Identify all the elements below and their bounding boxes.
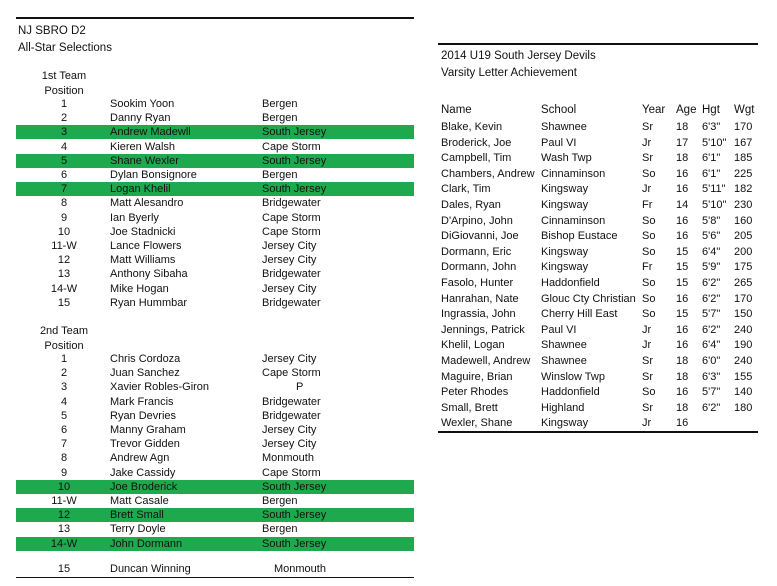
allstar-team: Jersey City: [262, 240, 317, 252]
allstar-name: Andrew Agn: [110, 452, 170, 465]
varsity-hgt-cell: 6'2": [702, 401, 721, 414]
col-name-header: Name: [441, 104, 472, 116]
varsity-wgt-cell: 140: [734, 386, 753, 399]
varsity-row: [440, 353, 758, 369]
second-team-position-label: Position: [44, 340, 84, 352]
allstar-row: [16, 537, 414, 551]
allstar-pos: 14-W: [50, 282, 78, 295]
allstar-pos: 14-W: [50, 537, 78, 550]
allstar-bottom-rule: [16, 577, 414, 578]
allstar-name: Trevor Gidden: [110, 438, 180, 451]
allstar-team: Bridgewater: [262, 409, 321, 422]
allstar-row: [16, 522, 414, 536]
col-year-header: Year: [642, 104, 666, 116]
varsity-name-cell: Hanrahan, Nate: [441, 292, 519, 305]
varsity-year-cell: So: [642, 277, 656, 289]
varsity-name-cell: DiGiovanni, Joe: [441, 230, 519, 243]
varsity-year-cell: Jr: [642, 183, 652, 196]
varsity-hgt-cell: 5'10": [702, 199, 727, 211]
varsity-name-cell: Wexler, Shane: [441, 417, 513, 430]
varsity-school-cell: Highland: [541, 401, 585, 414]
varsity-year-cell: Jr: [642, 417, 652, 430]
allstar-name: Xavier Robles-Giron: [110, 381, 210, 394]
allstar-team: Bergen: [262, 98, 298, 110]
allstar-row: [16, 211, 414, 225]
allstar-name: Ryan Devries: [110, 409, 177, 422]
varsity-name-cell: D'Arpino, John: [441, 214, 513, 227]
allstar-name: Terry Doyle: [110, 523, 166, 536]
allstar-team: Cape Storm: [262, 225, 321, 238]
allstar-pos: 9: [60, 466, 68, 479]
varsity-row: [440, 135, 758, 151]
varsity-school-cell: Winslow Twp: [541, 370, 605, 383]
allstar-row: [16, 239, 414, 253]
varsity-title: 2014 U19 South Jersey Devils: [441, 50, 596, 62]
varsity-wgt-cell: 170: [734, 121, 753, 133]
allstar-row: [16, 196, 414, 210]
varsity-hgt-cell: 6'2": [702, 277, 721, 289]
allstar-team: South Jersey: [262, 509, 327, 522]
first-team-label: 1st Team: [41, 70, 87, 82]
varsity-wgt-cell: 185: [734, 152, 753, 165]
allstar-team: Bergen: [262, 169, 298, 181]
varsity-school-cell: Kingsway: [541, 183, 589, 196]
allstar-row: [16, 282, 414, 296]
allstar-pos: 2: [60, 367, 68, 380]
allstar-team: Bridgewater: [262, 296, 321, 309]
varsity-wgt-cell: 182: [734, 183, 753, 196]
varsity-name-cell: Broderick, Joe: [441, 136, 512, 149]
allstar-name: Lance Flowers: [110, 240, 182, 252]
allstar-name: Joe Broderick: [110, 480, 178, 493]
allstar-row: [16, 409, 414, 423]
allstar-name: Shane Wexler: [110, 154, 179, 167]
varsity-age-cell: 18: [676, 355, 689, 367]
allstar-team: Bergen: [262, 523, 298, 536]
varsity-wgt-cell: 160: [734, 214, 753, 227]
allstar-row: [16, 366, 414, 380]
allstar-pos: 3: [60, 126, 68, 139]
varsity-wgt-cell: 180: [734, 401, 753, 414]
first-team-position-label: Position: [44, 85, 84, 97]
varsity-row: [440, 228, 758, 244]
varsity-age-cell: 17: [676, 136, 689, 149]
allstar-pos: 7: [60, 183, 68, 196]
varsity-wgt-cell: 170: [734, 292, 753, 305]
varsity-wgt-cell: 230: [734, 199, 753, 211]
varsity-year-cell: Sr: [642, 152, 653, 165]
allstar-pos: 8: [60, 197, 68, 210]
varsity-year-cell: So: [642, 308, 656, 321]
varsity-school-cell: Shawnee: [541, 339, 587, 352]
allstar-row: [16, 140, 414, 154]
varsity-school-cell: Kingsway: [541, 199, 589, 211]
varsity-wgt-cell: 175: [734, 261, 753, 274]
allstar-name: Jake Cassidy: [110, 466, 176, 479]
varsity-top-rule: [438, 43, 758, 45]
varsity-row: [440, 291, 758, 307]
varsity-hgt-cell: 5'11": [702, 183, 726, 196]
varsity-wgt-cell: 150: [734, 308, 753, 321]
allstar-row: [16, 480, 414, 494]
varsity-name-cell: Dales, Ryan: [441, 199, 501, 211]
allstar-pos: 15: [57, 296, 71, 309]
varsity-year-cell: Sr: [642, 121, 653, 133]
allstar-row: [16, 225, 414, 239]
varsity-hgt-cell: 5'7": [702, 308, 721, 321]
allstar-row: [16, 423, 414, 437]
varsity-year-cell: Jr: [642, 323, 652, 336]
allstar-name: Matt Alesandro: [110, 197, 184, 210]
allstar-row: [16, 154, 414, 168]
varsity-age-cell: 18: [676, 401, 689, 414]
allstar-pos: 1: [60, 353, 68, 365]
varsity-age-cell: 14: [676, 199, 689, 211]
varsity-hgt-cell: 6'2": [702, 292, 721, 305]
varsity-header-row: [440, 102, 758, 118]
varsity-age-cell: 16: [676, 230, 689, 243]
varsity-age-cell: 15: [676, 277, 689, 289]
varsity-name-cell: Peter Rhodes: [441, 386, 509, 399]
varsity-school-cell: Shawnee: [541, 355, 587, 367]
varsity-age-cell: 16: [676, 292, 689, 305]
varsity-row: [440, 384, 758, 400]
varsity-school-cell: Haddonfield: [541, 386, 600, 399]
allstar-team: P: [296, 381, 304, 394]
varsity-age-cell: 16: [676, 386, 689, 399]
allstar-pos: 4: [60, 140, 68, 153]
varsity-row: [440, 322, 758, 338]
allstar-team: Jersey City: [262, 254, 317, 267]
varsity-name-cell: Small, Brett: [441, 401, 498, 414]
varsity-name-cell: Madewell, Andrew: [441, 355, 531, 367]
allstar-team: Cape Storm: [262, 211, 321, 224]
allstar-name: Manny Graham: [110, 424, 186, 436]
varsity-row: [440, 259, 758, 275]
varsity-school-cell: Paul VI: [541, 323, 577, 336]
allstar-name: Duncan Winning: [110, 563, 191, 575]
col-wgt-header: Wgt: [734, 104, 755, 116]
varsity-school-cell: Kingsway: [541, 261, 589, 274]
varsity-year-cell: Sr: [642, 370, 653, 383]
varsity-year-cell: So: [642, 292, 656, 305]
varsity-year-cell: Sr: [642, 401, 653, 414]
varsity-year-cell: So: [642, 214, 656, 227]
allstar-name: Brett Small: [110, 509, 164, 522]
allstar-name: Mike Hogan: [110, 282, 169, 295]
varsity-year-cell: Jr: [642, 339, 652, 352]
allstar-name: Andrew Madewll: [110, 126, 191, 139]
allstar-top-rule: [16, 17, 414, 19]
varsity-name-cell: Maguire, Brian: [441, 370, 513, 383]
allstar-row: [16, 182, 414, 196]
varsity-hgt-cell: 6'1": [702, 152, 721, 165]
varsity-hgt-cell: 6'1": [702, 167, 721, 180]
allstar-team: Bridgewater: [262, 395, 321, 408]
varsity-bottom-rule: [438, 431, 758, 433]
varsity-row: [440, 166, 758, 182]
varsity-age-cell: 15: [676, 245, 689, 258]
varsity-row: [440, 306, 758, 322]
varsity-row: [440, 213, 758, 229]
allstar-pos: 3: [60, 381, 68, 394]
varsity-row: [440, 150, 758, 166]
allstar-pos: 2: [60, 112, 68, 125]
allstar-row: [16, 508, 414, 522]
varsity-row: [440, 181, 758, 197]
allstar-pos: 15: [57, 563, 71, 575]
varsity-row: [440, 415, 758, 431]
varsity-hgt-cell: 5'10": [702, 136, 727, 149]
varsity-age-cell: 16: [676, 183, 689, 196]
varsity-name-cell: Dormann, John: [441, 261, 517, 274]
varsity-hgt-cell: 6'0": [702, 355, 721, 367]
varsity-school-cell: Haddonfield: [541, 277, 600, 289]
allstar-subtitle: All-Star Selections: [18, 42, 112, 54]
varsity-hgt-cell: 5'6": [702, 230, 721, 243]
allstar-name: Matt Casale: [110, 495, 169, 507]
allstar-team: Jersey City: [262, 438, 317, 451]
allstar-team: South Jersey: [262, 126, 327, 139]
varsity-subtitle: Varsity Letter Achievement: [441, 67, 577, 79]
allstar-row: [16, 253, 414, 267]
varsity-age-cell: 18: [676, 370, 689, 383]
varsity-wgt-cell: 155: [734, 370, 753, 383]
allstar-pos: 5: [60, 154, 68, 167]
varsity-school-cell: Cinnaminson: [541, 214, 606, 227]
varsity-wgt-cell: 167: [734, 136, 753, 149]
allstar-team: Cape Storm: [262, 367, 321, 380]
allstar-row: [16, 451, 414, 465]
allstar-pos: 11-W: [51, 495, 77, 507]
varsity-row: [440, 337, 758, 353]
varsity-school-cell: Wash Twp: [541, 152, 592, 165]
varsity-name-cell: Chambers, Andrew: [441, 167, 535, 180]
varsity-year-cell: So: [642, 167, 656, 180]
varsity-name-cell: Jennings, Patrick: [441, 323, 525, 336]
allstar-pos: 12: [57, 254, 71, 267]
allstar-pos: 5: [60, 409, 68, 422]
varsity-wgt-cell: 205: [734, 230, 753, 243]
allstar-name: Joe Stadnicki: [110, 225, 176, 238]
allstar-pos: 13: [57, 523, 71, 536]
varsity-year-cell: So: [642, 230, 656, 243]
allstar-pos: 1: [60, 98, 68, 110]
allstar-pos: 11-W: [51, 240, 77, 252]
allstar-pos: 10: [57, 480, 71, 493]
allstar-team: Monmouth: [262, 452, 314, 465]
allstar-pos: 9: [60, 211, 68, 224]
allstar-pos: 8: [60, 452, 68, 465]
varsity-name-cell: Blake, Kevin: [441, 121, 503, 133]
varsity-year-cell: Sr: [642, 355, 653, 367]
allstar-team: Jersey City: [262, 282, 317, 295]
varsity-wgt-cell: 190: [734, 339, 753, 352]
varsity-row: [440, 369, 758, 385]
allstar-row: [16, 380, 414, 394]
allstar-pos: 10: [57, 225, 71, 238]
allstar-row: [16, 97, 414, 111]
allstar-pos: 6: [60, 169, 68, 181]
allstar-row: [16, 125, 414, 139]
allstar-team: Bergen: [262, 112, 298, 125]
varsity-row: [440, 400, 758, 416]
varsity-name-cell: Fasolo, Hunter: [441, 277, 514, 289]
allstar-team: Monmouth: [274, 563, 326, 575]
varsity-school-cell: Cinnaminson: [541, 167, 606, 180]
allstar-row: [16, 395, 414, 409]
allstar-name: Anthony Sibaha: [110, 268, 188, 281]
varsity-wgt-cell: 200: [734, 245, 753, 258]
allstar-pos: 4: [60, 395, 68, 408]
varsity-name-cell: Dormann, Eric: [441, 245, 512, 258]
varsity-wgt-cell: 225: [734, 167, 753, 180]
allstar-name: Chris Cordoza: [110, 353, 181, 365]
allstar-team: Cape Storm: [262, 140, 321, 153]
allstar-pos: 12: [57, 509, 71, 522]
varsity-age-cell: 15: [676, 308, 689, 321]
varsity-wgt-cell: 240: [734, 323, 753, 336]
allstar-row: [16, 352, 414, 366]
allstar-row: [16, 562, 414, 576]
allstar-row: [16, 168, 414, 182]
varsity-row: [440, 275, 758, 291]
allstar-team: Bridgewater: [262, 268, 321, 281]
allstar-row: [16, 296, 414, 310]
varsity-year-cell: Fr: [642, 261, 653, 274]
varsity-hgt-cell: 6'4": [702, 245, 721, 258]
varsity-age-cell: 16: [676, 214, 689, 227]
varsity-year-cell: So: [642, 386, 656, 399]
allstar-row: [16, 437, 414, 451]
varsity-hgt-cell: 6'4": [702, 339, 721, 352]
col-age-header: Age: [676, 104, 697, 116]
varsity-school-cell: Kingsway: [541, 417, 589, 430]
allstar-row: [16, 494, 414, 508]
allstar-name: Matt Williams: [110, 254, 176, 267]
varsity-year-cell: Fr: [642, 199, 653, 211]
allstar-name: Dylan Bonsignore: [110, 169, 197, 181]
allstar-name: Kieren Walsh: [110, 140, 176, 153]
allstar-team: South Jersey: [262, 183, 327, 196]
varsity-school-cell: Shawnee: [541, 121, 587, 133]
varsity-age-cell: 16: [676, 417, 689, 430]
varsity-age-cell: 18: [676, 152, 689, 165]
varsity-school-cell: Paul VI: [541, 136, 577, 149]
allstar-pos: 7: [60, 438, 68, 451]
allstar-team: Bridgewater: [262, 197, 321, 210]
varsity-year-cell: Jr: [642, 136, 652, 149]
allstar-team: South Jersey: [262, 480, 327, 493]
col-school-header: School: [541, 104, 577, 116]
second-team-label: 2nd Team: [39, 325, 89, 337]
varsity-name-cell: Clark, Tim: [441, 183, 491, 196]
allstar-team: Jersey City: [262, 353, 317, 365]
varsity-name-cell: Ingrassia, John: [441, 308, 516, 321]
varsity-row: [440, 244, 758, 260]
varsity-hgt-cell: 6'3": [702, 121, 721, 133]
allstar-team: Cape Storm: [262, 466, 321, 479]
varsity-hgt-cell: 5'8": [702, 214, 721, 227]
varsity-hgt-cell: 6'2": [702, 323, 721, 336]
varsity-school-cell: Glouc Cty Christian: [541, 292, 636, 305]
allstar-name: Ian Byerly: [110, 211, 159, 224]
allstar-name: John Dormann: [110, 537, 183, 550]
varsity-age-cell: 15: [676, 261, 689, 274]
varsity-school-cell: Kingsway: [541, 245, 589, 258]
allstar-name: Ryan Hummbar: [110, 296, 188, 309]
col-hgt-header: Hgt: [702, 104, 720, 116]
varsity-row: [440, 119, 758, 135]
varsity-school-cell: Cherry Hill East: [541, 308, 618, 321]
varsity-name-cell: Khelil, Logan: [441, 339, 505, 352]
allstar-name: Mark Francis: [110, 395, 174, 408]
varsity-hgt-cell: 6'3": [702, 370, 721, 383]
allstar-team: South Jersey: [262, 154, 327, 167]
varsity-age-cell: 18: [676, 121, 689, 133]
allstar-pos: 13: [57, 268, 71, 281]
allstar-team: South Jersey: [262, 537, 327, 550]
varsity-age-cell: 16: [676, 167, 689, 180]
varsity-hgt-cell: 5'9": [702, 261, 721, 274]
allstar-row: [16, 466, 414, 480]
allstar-row: [16, 267, 414, 281]
allstar-pos: 6: [60, 424, 68, 436]
allstar-title: NJ SBRO D2: [18, 25, 86, 37]
allstar-name: Sookim Yoon: [110, 98, 175, 110]
varsity-row: [440, 197, 758, 213]
varsity-hgt-cell: 5'7": [702, 386, 721, 399]
allstar-name: Juan Sanchez: [110, 367, 180, 380]
varsity-age-cell: 16: [676, 323, 689, 336]
allstar-team: Bergen: [262, 495, 298, 507]
varsity-wgt-cell: 240: [734, 355, 753, 367]
varsity-wgt-cell: 265: [734, 277, 753, 289]
allstar-name: Logan Khelil: [110, 183, 171, 196]
varsity-year-cell: So: [642, 245, 656, 258]
allstar-name: Danny Ryan: [110, 112, 171, 125]
varsity-age-cell: 16: [676, 339, 689, 352]
allstar-team: Jersey City: [262, 424, 317, 436]
varsity-school-cell: Bishop Eustace: [541, 230, 618, 243]
varsity-name-cell: Campbell, Tim: [441, 152, 512, 165]
allstar-row: [16, 111, 414, 125]
